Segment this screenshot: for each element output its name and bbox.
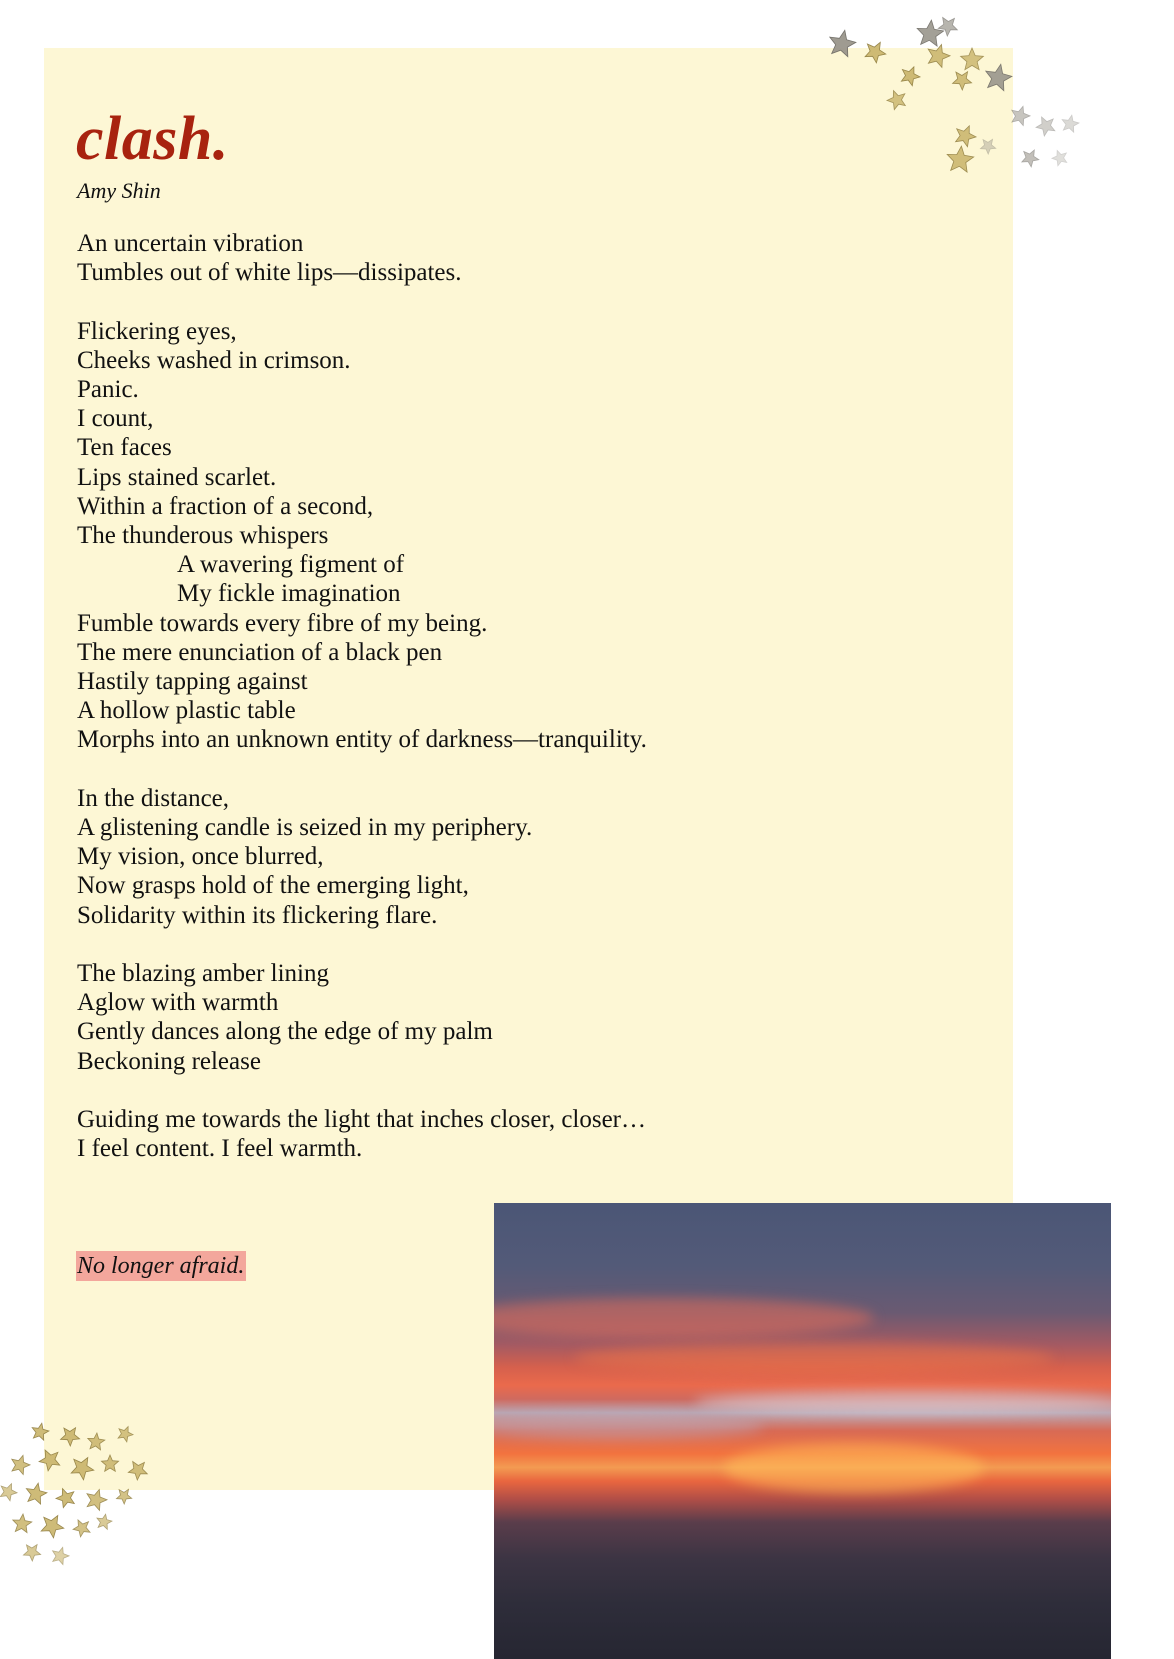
poem-title: clash. [76, 105, 229, 173]
poem-line: Beckoning release [77, 1047, 261, 1075]
star-icon [13, 1514, 32, 1533]
star-icon [917, 20, 944, 46]
poem-line: The mere enunciation of a black pen [77, 638, 443, 666]
star-icon [88, 1433, 105, 1450]
poem-line: An uncertain vibration [77, 230, 304, 257]
star-icon [73, 1520, 90, 1537]
poem-line: Solidarity within its flickering flare. [77, 901, 438, 929]
star-icon [53, 1547, 69, 1564]
poem-line: I count, [77, 405, 154, 433]
closing-line-highlighted: No longer afraid. [77, 1253, 245, 1279]
poem-line: Fumble towards every fibre of my being. [77, 609, 488, 637]
poem-line: Now grasps hold of the emerging light, [77, 872, 469, 900]
star-icon [12, 1455, 30, 1474]
poem-line: Panic. [77, 376, 139, 403]
star-icon [128, 1462, 147, 1481]
star-icon [956, 126, 976, 147]
cloud-streak [494, 1413, 764, 1439]
poem-line-indented: A wavering figment of [177, 551, 405, 579]
star-icon [39, 1450, 60, 1471]
sun-glow [724, 1443, 984, 1493]
stanza [77, 1105, 977, 1163]
poem-line: Cheeks washed in crimson. [77, 346, 351, 374]
poem-line: Tumbles out of white lips—dissipates. [77, 259, 462, 287]
star-icon [986, 64, 1012, 90]
stanza [77, 784, 977, 930]
poem-line: In the distance, [77, 784, 230, 812]
star-icon [87, 1490, 107, 1511]
star-icon [61, 1428, 80, 1446]
star-icon [947, 146, 974, 172]
star-icon [1036, 117, 1055, 136]
poem-line: The blazing amber lining [77, 960, 330, 988]
star-icon [1022, 150, 1039, 167]
poem-line: I feel content. I feel warmth. [77, 1135, 363, 1163]
cloud-streak [694, 1391, 1111, 1413]
poem-body [77, 229, 977, 1193]
star-icon [830, 30, 856, 56]
poem-line: My vision, once blurred, [77, 843, 324, 871]
poem-line: Morphs into an unknown entity of darkness—tranquility. [77, 726, 647, 754]
star-icon [118, 1427, 133, 1442]
star-icon [117, 1489, 132, 1504]
star-icon [901, 67, 920, 86]
star-icon [56, 1489, 74, 1508]
cloud-streak [494, 1298, 874, 1338]
poem-author: Amy Shin [77, 178, 161, 203]
poem-line-indented: My fickle imagination [177, 580, 401, 608]
sunset-photo [494, 1203, 1111, 1659]
poem-line: Flickering eyes, [77, 317, 237, 345]
star-icon [1062, 115, 1079, 132]
poem-line: A glistening candle is seized in my periphery. [77, 814, 533, 842]
poem-line: The thunderous whispers [77, 522, 329, 550]
star-icon [953, 72, 972, 90]
poem-line: Guiding me towards the light that inches closer, closer… [77, 1106, 647, 1134]
star-icon [981, 139, 996, 154]
poem-line: A hollow plastic table [77, 697, 296, 725]
star-icon [1012, 106, 1030, 125]
poem-line: Aglow with warmth [77, 989, 279, 1017]
star-icon [97, 1514, 112, 1529]
star-icon [928, 45, 950, 68]
poem-line: Ten faces [77, 434, 172, 462]
star-icon [26, 1483, 47, 1504]
star-icon [0, 1484, 17, 1501]
star-icon [24, 1545, 41, 1561]
cloud-streak [574, 1343, 1054, 1373]
star-confetti-bottom-left [0, 1420, 160, 1570]
poem-line: Within a fraction of a second, [77, 492, 374, 520]
stanza [77, 229, 977, 287]
stanza [77, 317, 977, 755]
star-confetti-top-right [820, 8, 1140, 198]
star-icon [71, 1458, 94, 1480]
poem-line: Hastily tapping against [77, 668, 308, 696]
poem-line: Gently dances along the edge of my palm [77, 1018, 493, 1046]
star-icon [865, 42, 886, 63]
stanza [77, 959, 977, 1076]
star-icon [41, 1516, 64, 1538]
star-icon [961, 48, 984, 70]
poem-line: Lips stained scarlet. [77, 463, 277, 491]
star-icon [32, 1423, 49, 1440]
star-icon [1052, 151, 1067, 166]
star-icon [101, 1455, 118, 1471]
star-icon [887, 91, 905, 110]
